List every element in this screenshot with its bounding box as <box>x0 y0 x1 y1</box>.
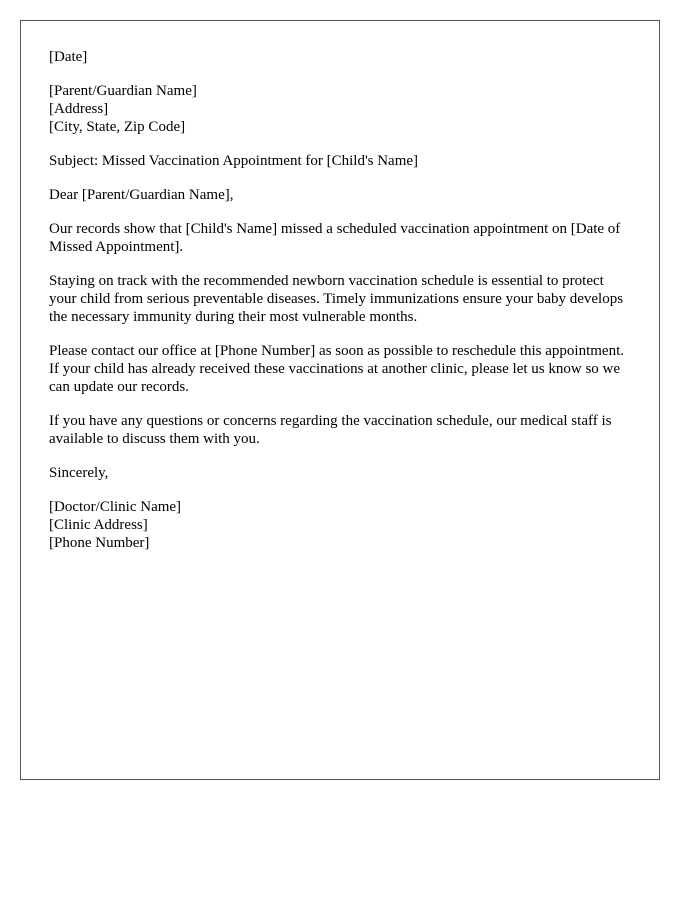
recipient-name: [Parent/Guardian Name] <box>49 83 197 99</box>
recipient-address: [Address] <box>49 101 109 117</box>
salutation: Dear [Parent/Guardian Name], <box>49 187 234 203</box>
body-paragraph-reschedule-request: Please contact our office at [Phone Number] as soon as possible to reschedule this appointment. If your child has already received these vaccinations at another clinic, please let us know so we can update our records. <box>49 343 624 395</box>
signature-name: [Doctor/Clinic Name] <box>49 499 182 515</box>
signature-phone: [Phone Number] <box>49 535 150 551</box>
body-paragraph-missed-appointment: Our records show that [Child's Name] missed a scheduled vaccination appointment on [Date of Missed Appointment]. <box>49 221 621 255</box>
recipient-city-state-zip: [City, State, Zip Code] <box>49 119 186 135</box>
body-paragraph-questions: If you have any questions or concerns regarding the vaccination schedule, our medical staff is available to discuss them with you. <box>49 413 612 447</box>
body-paragraph-schedule-importance: Staying on track with the recommended newborn vaccination schedule is essential to protect your child from serious preventable diseases. Timely immunizations ensure your baby develops the necessary immunity during their most vulnerable months. <box>49 273 624 325</box>
letter-document <box>20 20 660 780</box>
date-line: [Date] <box>49 49 88 65</box>
subject-line: Subject: Missed Vaccination Appointment for [Child's Name] <box>49 153 419 169</box>
signature-address: [Clinic Address] <box>49 517 148 533</box>
signature-block <box>49 498 631 552</box>
closing: Sincerely, <box>49 465 109 481</box>
recipient-address-block <box>49 82 631 136</box>
